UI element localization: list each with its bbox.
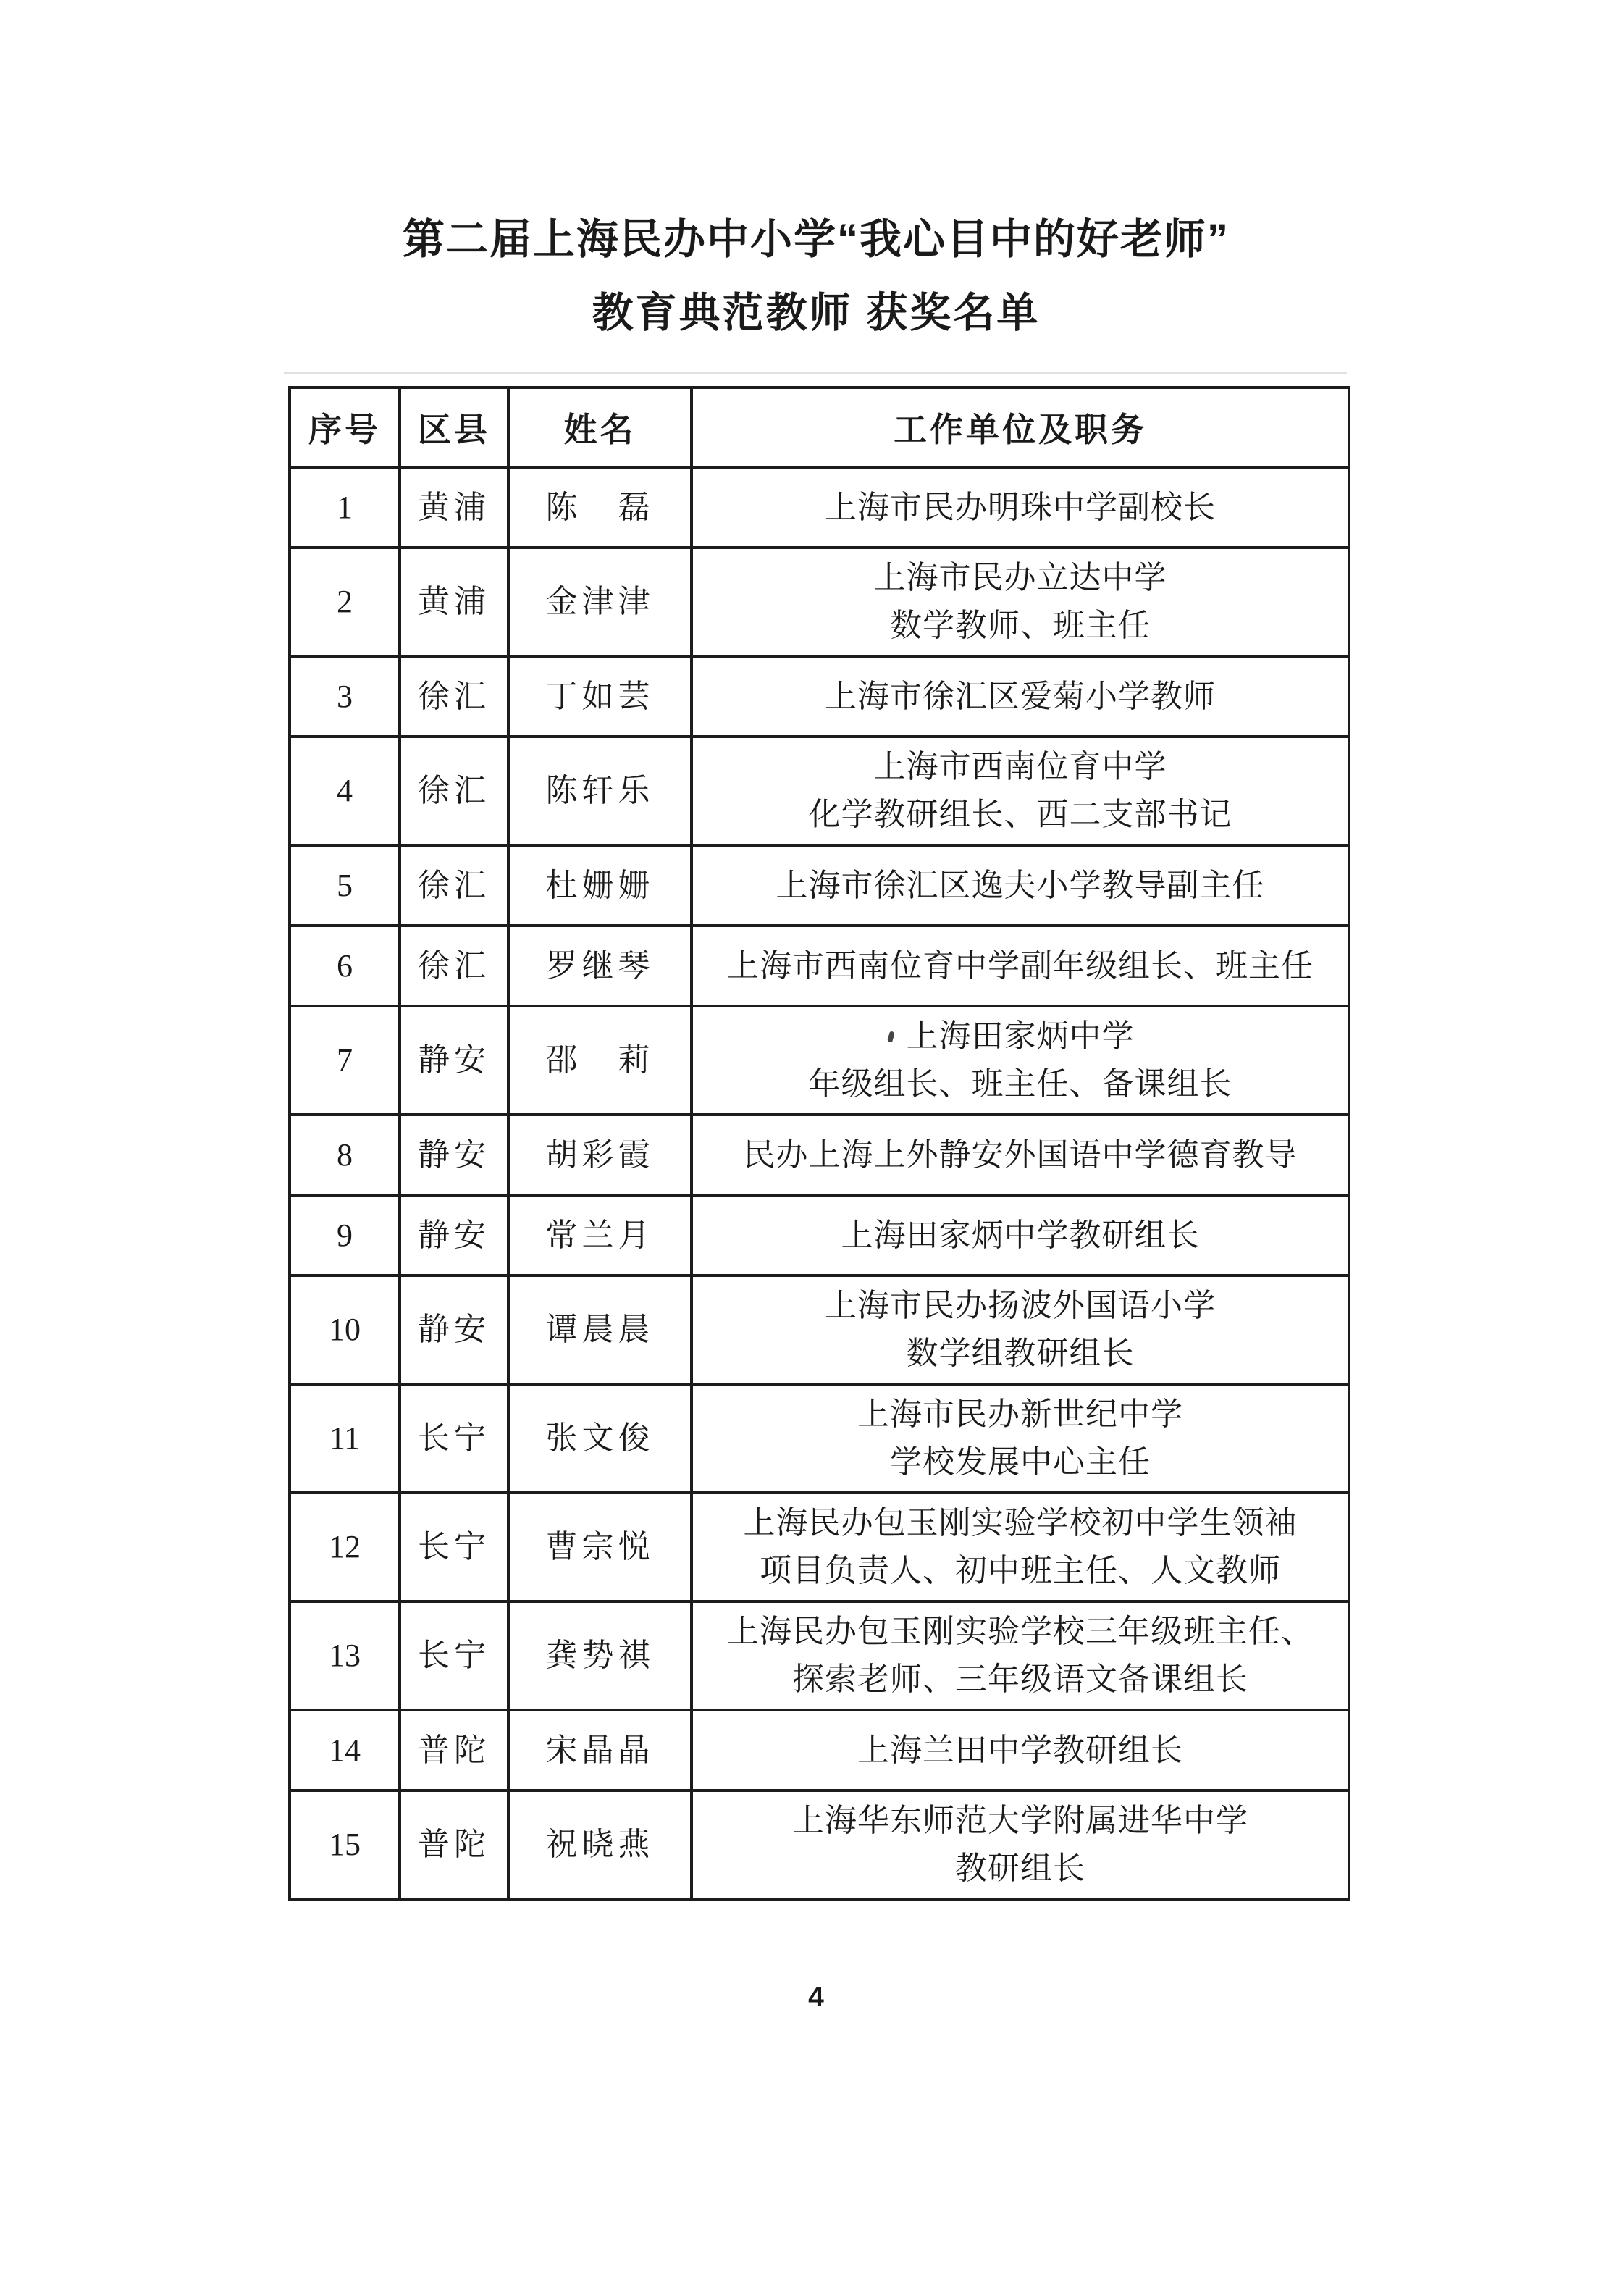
row-name-cell: 金津津: [508, 548, 692, 656]
row-unit-cell: [692, 548, 1349, 656]
row-unit-line: 学校发展中心主任: [890, 1444, 1151, 1480]
table-row: [290, 548, 1349, 656]
row-unit-cell: [692, 1195, 1349, 1275]
row-index-cell: 11: [290, 1384, 400, 1493]
row-district-cell: 长宁: [400, 1601, 508, 1710]
scan-artifact-line: [284, 372, 1347, 374]
table-header-row: [290, 387, 1349, 467]
row-name-cell: 宋晶晶: [508, 1710, 692, 1790]
row-unit-line: 上海市徐汇区逸夫小学教导副主任: [776, 867, 1265, 903]
table-row: [290, 656, 1349, 737]
row-unit-line: 上海民办包玉刚实验学校初中学生领袖: [743, 1505, 1298, 1541]
row-unit-cell: [692, 467, 1349, 548]
row-unit-cell: [692, 1115, 1349, 1195]
row-unit-line: 上海市民办新世纪中学: [857, 1396, 1183, 1432]
table-row: [290, 1493, 1349, 1601]
row-unit-cell: [692, 1601, 1349, 1710]
row-unit-line: 上海市民办明珠中学副校长: [825, 489, 1216, 525]
row-index-cell: 6: [290, 926, 400, 1006]
table-row: [290, 1006, 1349, 1115]
row-unit-line: 民办上海上外静安外国语中学德育教导: [743, 1136, 1298, 1173]
row-unit-cell: [692, 1790, 1349, 1899]
row-unit-line: 数学教师、班主任: [890, 608, 1151, 643]
row-unit-line: 上海市徐汇区爱菊小学教师: [825, 678, 1216, 714]
row-name-cell: 杜姗姗: [508, 845, 692, 926]
row-unit-cell: [692, 1493, 1349, 1601]
row-index-cell: 10: [290, 1275, 400, 1384]
row-unit-line: 探索老师、三年级语文备课组长: [792, 1662, 1248, 1697]
table-row: [290, 1115, 1349, 1195]
row-unit-line: 上海民办包玉刚实验学校三年级班主任、: [727, 1614, 1314, 1649]
row-index-cell: 8: [290, 1115, 400, 1195]
table-row: [290, 926, 1349, 1006]
row-district-cell: 普陀: [400, 1790, 508, 1899]
table-row: [290, 1710, 1349, 1790]
row-unit-line: 上海市民办立达中学: [873, 560, 1167, 595]
table-row: [290, 1195, 1349, 1275]
row-name-cell: 丁如芸: [508, 656, 692, 737]
row-unit-cell: [692, 656, 1349, 737]
row-unit-cell: [692, 1710, 1349, 1790]
column-header-district: 区县: [400, 387, 508, 467]
row-name-cell: 龚势祺: [508, 1601, 692, 1710]
table-row: [290, 845, 1349, 926]
column-header-unit: 工作单位及职务: [692, 387, 1349, 467]
row-name-cell: 陈轩乐: [508, 737, 692, 845]
row-unit-cell: [692, 1384, 1349, 1493]
row-district-cell: 徐汇: [400, 845, 508, 926]
row-unit-line: 上海田家炳中学教研组长: [841, 1217, 1200, 1253]
row-name-cell: 胡彩霞: [508, 1115, 692, 1195]
row-index-cell: 2: [290, 548, 400, 656]
row-unit-line: 上海市西南位育中学: [873, 749, 1167, 784]
row-district-cell: 徐汇: [400, 737, 508, 845]
awards-table: [288, 386, 1350, 1901]
row-name-cell: 邵 莉: [508, 1006, 692, 1115]
row-index-cell: 12: [290, 1493, 400, 1601]
table-row: [290, 737, 1349, 845]
row-district-cell: 徐汇: [400, 926, 508, 1006]
row-index-cell: 4: [290, 737, 400, 845]
row-index-cell: 9: [290, 1195, 400, 1275]
row-index-cell: 5: [290, 845, 400, 926]
row-district-cell: 静安: [400, 1115, 508, 1195]
row-name-cell: 罗继琴: [508, 926, 692, 1006]
row-index-cell: 7: [290, 1006, 400, 1115]
row-district-cell: 静安: [400, 1006, 508, 1115]
row-unit-cell: [692, 1275, 1349, 1384]
row-index-cell: 14: [290, 1710, 400, 1790]
column-header-name: 姓名: [508, 387, 692, 467]
row-unit-line: 上海兰田中学教研组长: [857, 1732, 1183, 1768]
row-district-cell: 长宁: [400, 1384, 508, 1493]
page-number: 4: [808, 1982, 824, 2013]
table-row: [290, 1790, 1349, 1899]
table-body: [290, 467, 1349, 1899]
row-district-cell: 静安: [400, 1275, 508, 1384]
row-name-cell: 陈 磊: [508, 467, 692, 548]
column-header-index: 序号: [290, 387, 400, 467]
row-index-cell: 13: [290, 1601, 400, 1710]
table-row: [290, 1275, 1349, 1384]
row-name-cell: 曹宗悦: [508, 1493, 692, 1601]
row-index-cell: 3: [290, 656, 400, 737]
row-district-cell: 长宁: [400, 1493, 508, 1601]
row-district-cell: 徐汇: [400, 656, 508, 737]
row-unit-line: 上海市西南位育中学副年级组长、班主任: [727, 947, 1314, 984]
row-unit-cell: [692, 1006, 1349, 1115]
row-district-cell: 黄浦: [400, 548, 508, 656]
row-index-cell: 1: [290, 467, 400, 548]
row-district-cell: 黄浦: [400, 467, 508, 548]
row-unit-line: 教研组长: [955, 1851, 1085, 1886]
document-title-line2: 教育典范教师 获奖名单: [592, 290, 1041, 336]
row-unit-cell: [692, 845, 1349, 926]
row-name-cell: 谭晨晨: [508, 1275, 692, 1384]
row-unit-line: 上海市民办扬波外国语小学: [825, 1288, 1216, 1323]
row-district-cell: 普陀: [400, 1710, 508, 1790]
row-unit-line: 化学教研组长、西二支部书记: [808, 797, 1232, 832]
table-row: [290, 1601, 1349, 1710]
row-unit-line: 项目负责人、初中班主任、人文教师: [760, 1553, 1281, 1588]
row-unit-line: 上海田家炳中学: [906, 1018, 1135, 1054]
row-unit-cell: [692, 926, 1349, 1006]
row-name-cell: 张文俊: [508, 1384, 692, 1493]
table-row: [290, 467, 1349, 548]
table-row: [290, 1384, 1349, 1493]
row-unit-cell: [692, 737, 1349, 845]
row-name-cell: 常兰月: [508, 1195, 692, 1275]
row-index-cell: 15: [290, 1790, 400, 1899]
document-title-line1: 第二届上海民办中小学“我心目中的好老师”: [402, 216, 1230, 263]
row-unit-line: 上海华东师范大学附属进华中学: [792, 1803, 1248, 1838]
row-unit-line: 数学组教研组长: [906, 1336, 1135, 1371]
row-unit-line: 年级组长、班主任、备课组长: [808, 1066, 1232, 1102]
row-district-cell: 静安: [400, 1195, 508, 1275]
row-name-cell: 祝晓燕: [508, 1790, 692, 1899]
